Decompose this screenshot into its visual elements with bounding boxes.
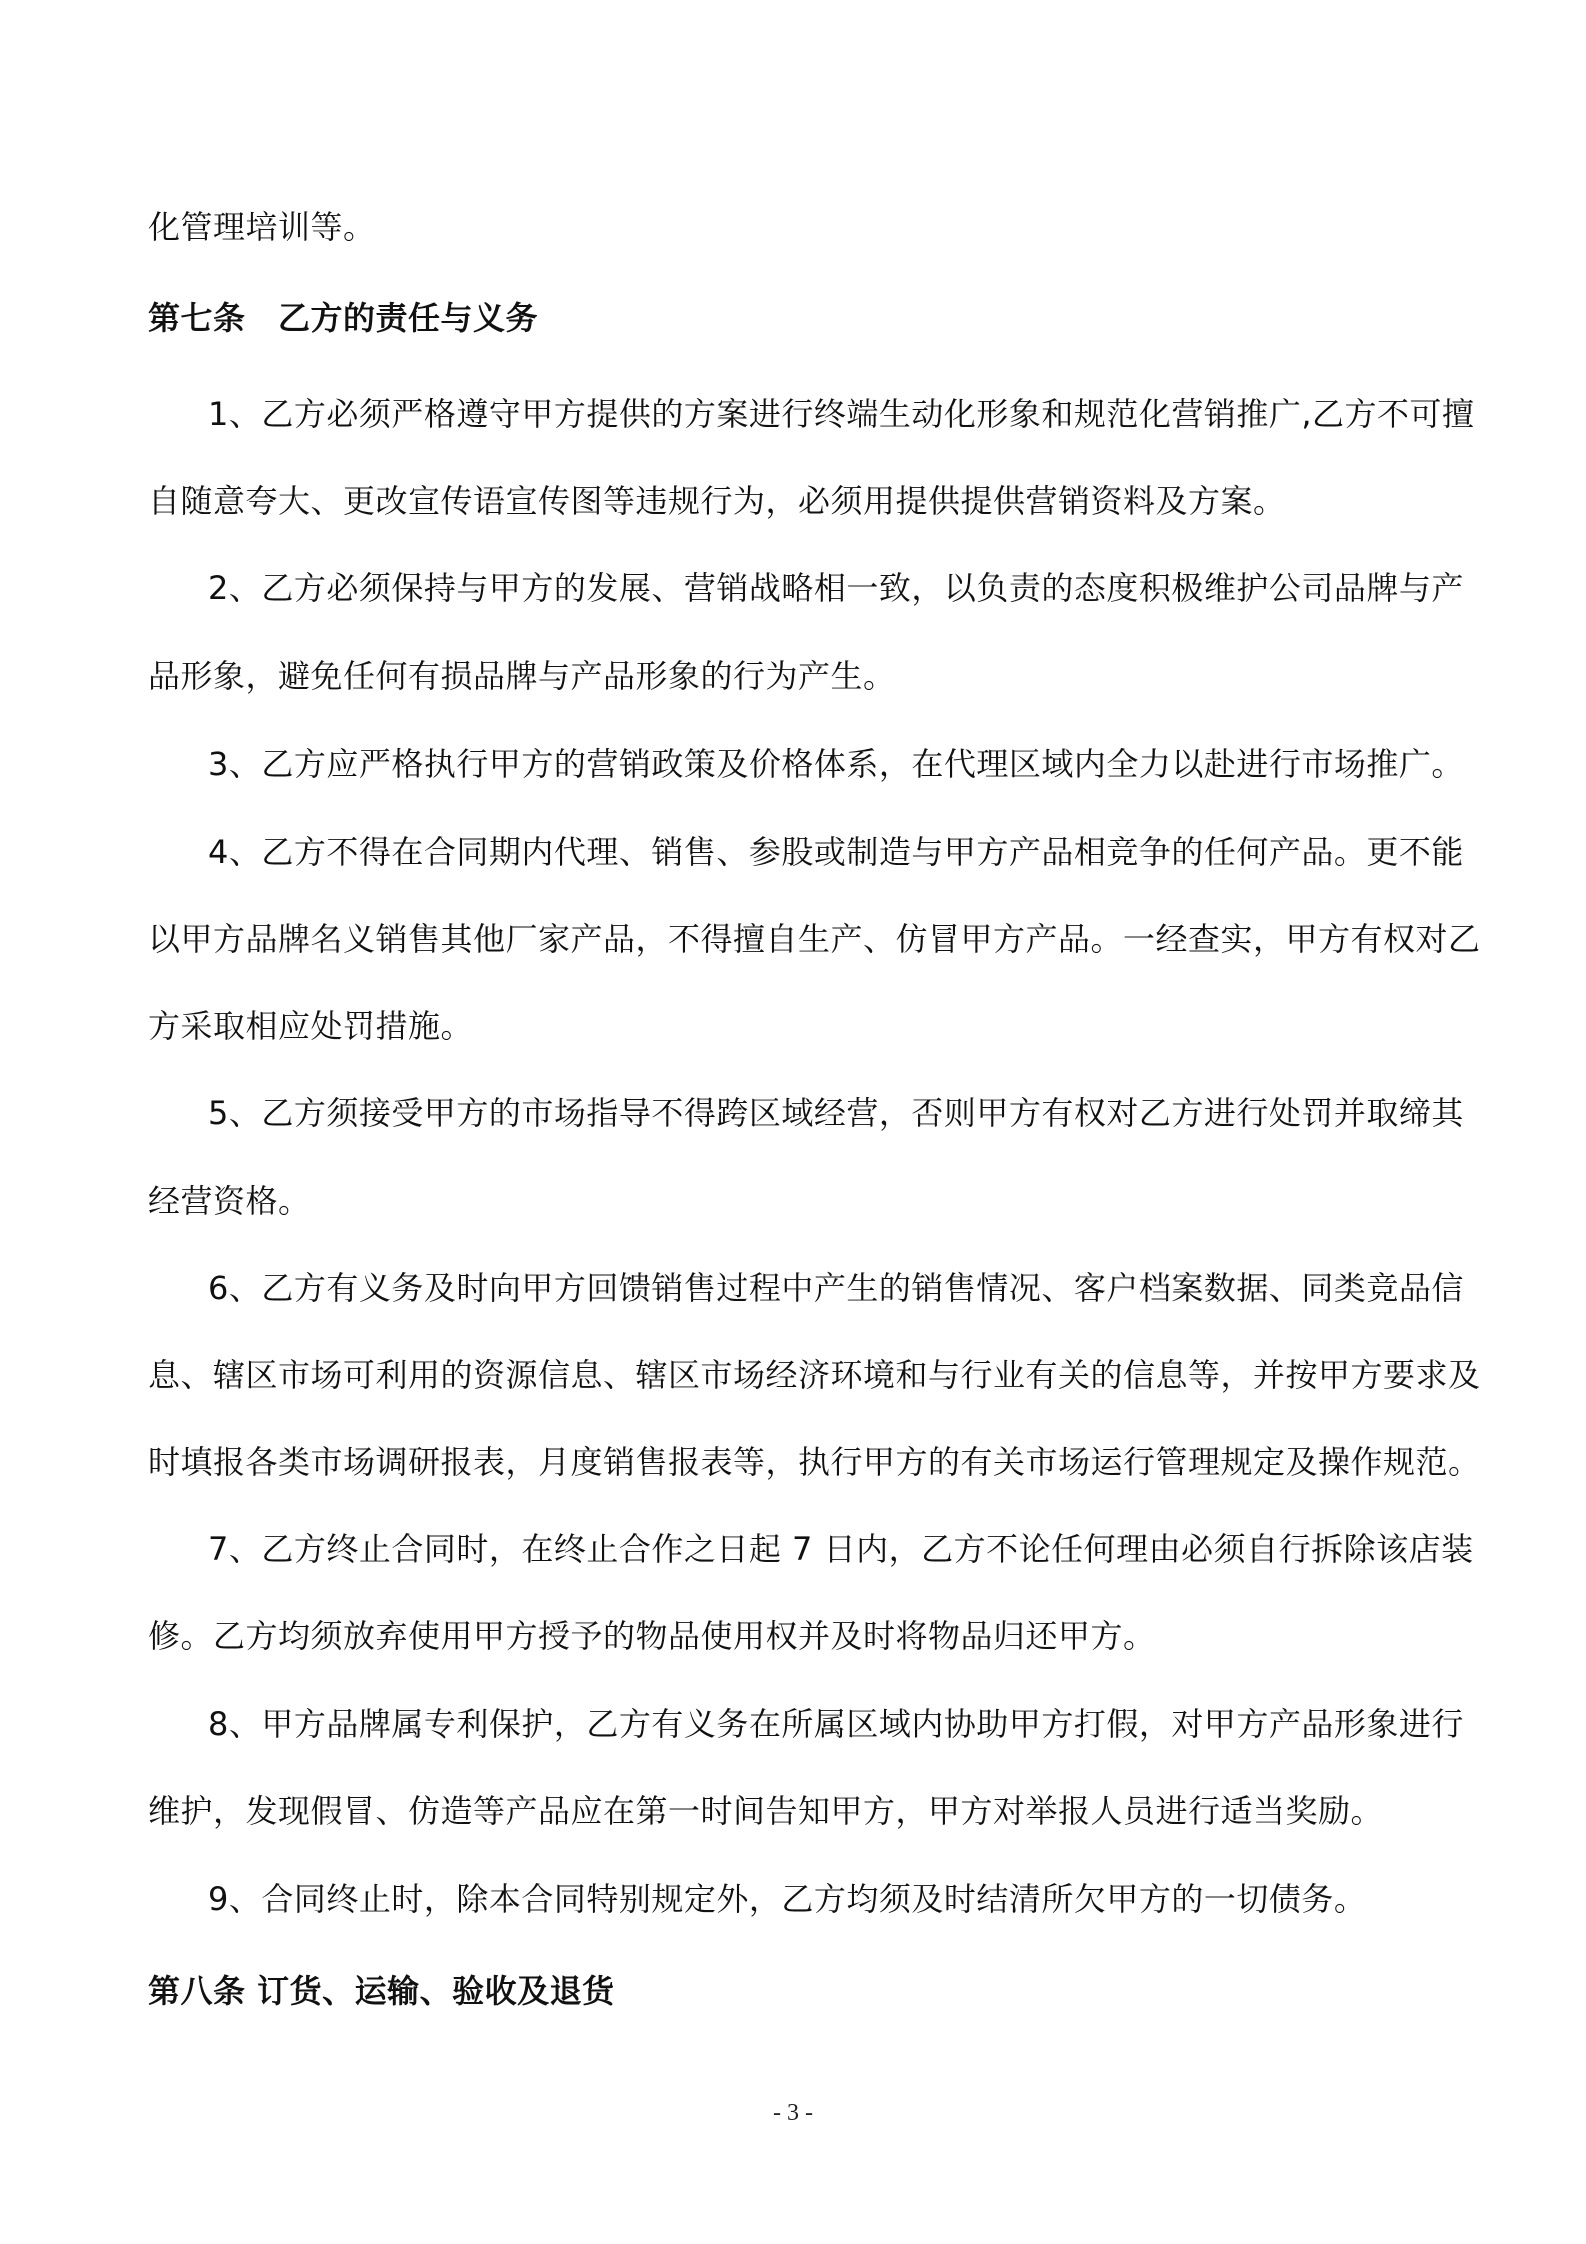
paragraph-line: 维护，发现假冒、仿造等产品应在第一时间告知甲方，甲方对举报人员进行适当奖励。 xyxy=(148,1792,1384,1830)
section-heading-article-8: 第八条 订货、运输、验收及退货 xyxy=(148,1972,615,2010)
paragraph-line: 自随意夸大、更改宣传语宣传图等违规行为，必须用提供提供营销资料及方案。 xyxy=(148,482,1286,520)
paragraph-line: 方采取相应处罚措施。 xyxy=(148,1007,474,1045)
section-heading-article-7: 第七条 乙方的责任与义务 xyxy=(148,299,539,337)
paragraph-line: 息、辖区市场可利用的资源信息、辖区市场经济环境和与行业有关的信息等，并按甲方要求及 xyxy=(148,1356,1481,1394)
paragraph-line: 化管理培训等。 xyxy=(148,208,376,246)
paragraph-line: 2、乙方必须保持与甲方的发展、营销战略相一致，以负责的态度积极维护公司品牌与产 xyxy=(208,569,1464,607)
paragraph-line: 修。乙方均须放弃使用甲方授予的物品使用权并及时将物品归还甲方。 xyxy=(148,1617,1156,1655)
paragraph-line: 4、乙方不得在合同期内代理、销售、参股或制造与甲方产品相竞争的任何产品。更不能 xyxy=(208,833,1464,871)
paragraph-line: 品形象，避免任何有损品牌与产品形象的行为产生。 xyxy=(148,657,896,695)
paragraph-line: 经营资格。 xyxy=(148,1182,311,1220)
page-number: - 3 - xyxy=(773,2100,813,2126)
paragraph-line: 以甲方品牌名义销售其他厂家产品，不得擅自生产、仿冒甲方产品。一经查实，甲方有权对乙 xyxy=(148,920,1481,958)
paragraph-line: 时填报各类市场调研报表，月度销售报表等，执行甲方的有关市场运行管理规定及操作规范。 xyxy=(148,1443,1481,1481)
paragraph-line: 9、合同终止时，除本合同特别规定外，乙方均须及时结清所欠甲方的一切债务。 xyxy=(208,1880,1367,1918)
paragraph-line: 7、乙方终止合同时，在终止合作之日起 7 日内，乙方不论任何理由必须自行拆除该店装 xyxy=(208,1530,1474,1568)
paragraph-line: 5、乙方须接受甲方的市场指导不得跨区域经营，否则甲方有权对乙方进行处罚并取缔其 xyxy=(208,1094,1464,1132)
paragraph-line: 6、乙方有义务及时向甲方回馈销售过程中产生的销售情况、客户档案数据、同类竞品信 xyxy=(208,1269,1464,1307)
paragraph-line: 8、甲方品牌属专利保护，乙方有义务在所属区域内协助甲方打假，对甲方产品形象进行 xyxy=(208,1705,1464,1743)
paragraph-line: 1、乙方必须严格遵守甲方提供的方案进行终端生动化形象和规范化营销推广,乙方不可擅 xyxy=(208,395,1475,433)
paragraph-line: 3、乙方应严格执行甲方的营销政策及价格体系，在代理区域内全力以赴进行市场推广。 xyxy=(208,745,1464,783)
